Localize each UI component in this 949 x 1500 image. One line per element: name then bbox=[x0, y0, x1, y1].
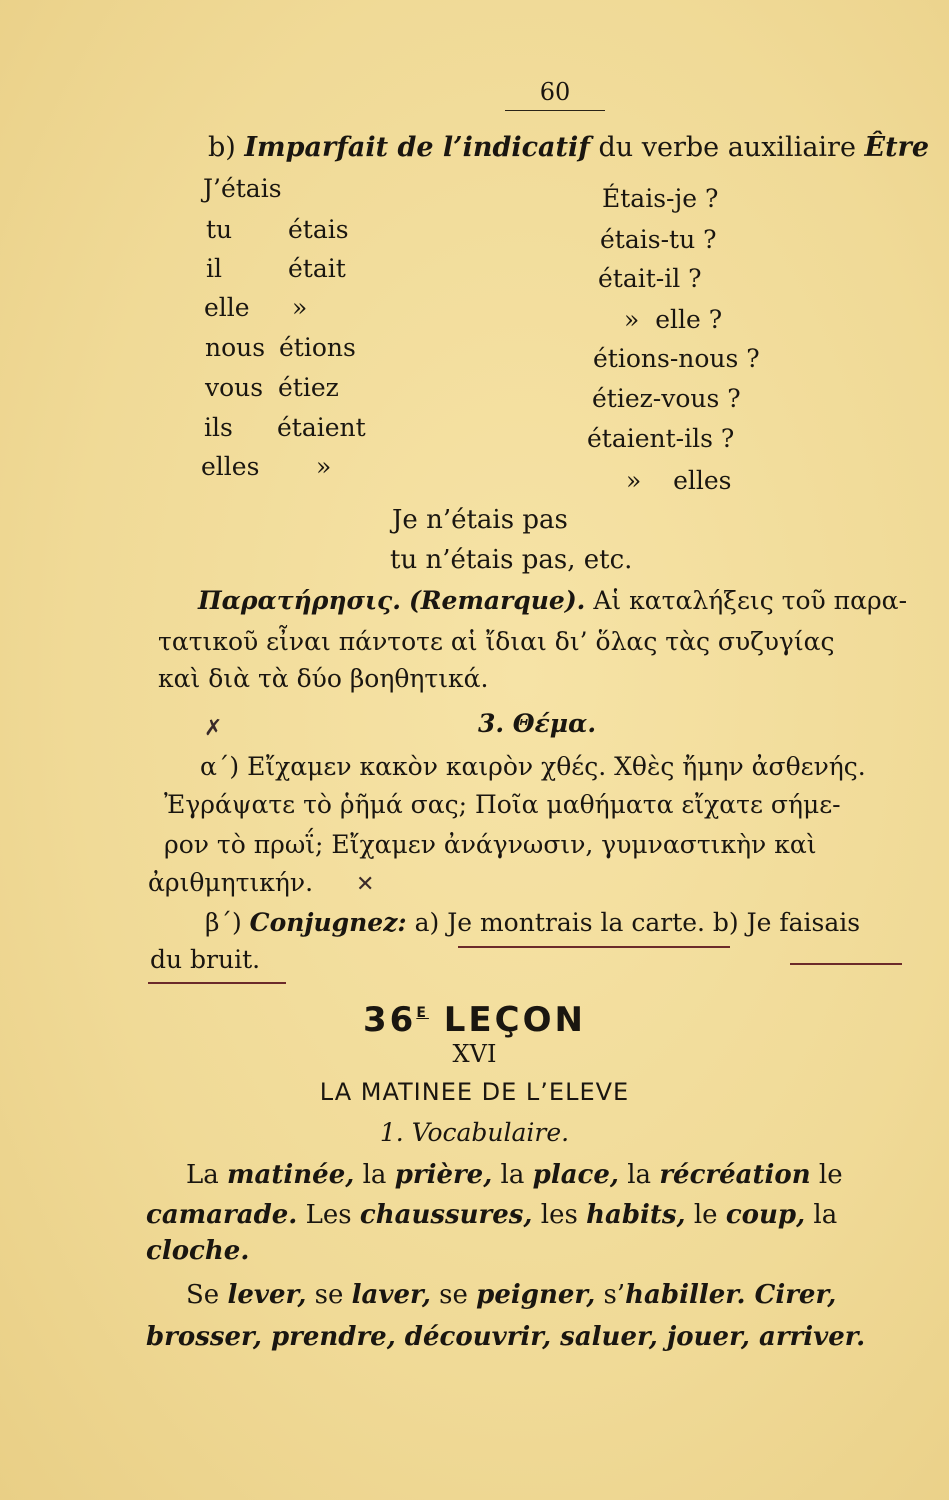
conj-left-2a: il bbox=[206, 254, 222, 283]
imperfait-heading bbox=[208, 132, 929, 163]
vocab-p2-word-0: Se bbox=[186, 1280, 228, 1310]
conj-left-5b: étiez bbox=[278, 373, 339, 402]
conj-right-1: étais-tu ? bbox=[600, 225, 717, 254]
pen-underline-1 bbox=[458, 946, 730, 948]
beta-line-2: du bruit. bbox=[150, 945, 261, 974]
conj-right-2: était-il ? bbox=[598, 264, 702, 293]
negative-line-2: tu n’étais pas, etc. bbox=[390, 545, 633, 575]
conj-left-2b: était bbox=[288, 254, 346, 283]
conj-left-4a: nous bbox=[205, 333, 266, 362]
vocab-p1-word-2: la bbox=[354, 1160, 395, 1190]
remark-label-fr: (Remarque). bbox=[408, 586, 586, 615]
alpha-line-1 bbox=[200, 752, 866, 781]
vocab-p2-word-4: se bbox=[430, 1280, 477, 1310]
vocab-p1b-word-6: coup, bbox=[725, 1200, 806, 1230]
conj-left-7b: » bbox=[316, 452, 332, 481]
vocab-p2-word-3: laver, bbox=[351, 1280, 431, 1310]
vocab-p1-word-1: matinée, bbox=[227, 1160, 355, 1190]
conj-left-5a: vous bbox=[205, 373, 264, 402]
remark-line-3: καὶ διὰ τὰ δύο βοηθητικά. bbox=[158, 664, 489, 693]
vocab-p1c-word-0: cloche. bbox=[146, 1236, 250, 1266]
alpha-text-1: Εἴχαμεν κακὸν καιρὸν χθές. Χθὲς ἤμην ἀσθενής. bbox=[247, 752, 866, 781]
pencil-cross-mark: ✕ bbox=[356, 872, 375, 897]
vocab-p1-word-3: prière, bbox=[394, 1160, 493, 1190]
vocab-p2-word-8: Cirer, bbox=[745, 1280, 837, 1310]
page-number: 60 bbox=[539, 78, 571, 106]
conj-right-7: » elles bbox=[626, 466, 732, 495]
vocab-p1b-word-1: Les bbox=[297, 1200, 360, 1230]
vocab-p2-word-2: se bbox=[306, 1280, 352, 1310]
remark-line-1 bbox=[198, 586, 907, 615]
vocab-p2-word-6: s’ bbox=[595, 1280, 626, 1310]
vocab-line-3 bbox=[146, 1236, 249, 1266]
conj-right-6: étaient-ils ? bbox=[587, 424, 735, 453]
imperfait-rest: du verbe auxiliaire bbox=[598, 132, 856, 163]
vocab-p1b-word-4: habits, bbox=[586, 1200, 686, 1230]
vocab-p2-word-7: habiller. bbox=[625, 1280, 746, 1310]
imperfait-title: Imparfait de l’indicatif bbox=[244, 132, 590, 163]
vocab-p1b-word-2: chaussures, bbox=[359, 1200, 533, 1230]
vocab-p1-word-0: La bbox=[186, 1160, 228, 1190]
vocab-p1b-word-5: le bbox=[685, 1200, 726, 1230]
remark-line-2: τατικοῦ εἶναι πάντοτε αἱ ἴδιαι δι’ ὅλας τὰς συζυγίας bbox=[158, 627, 835, 656]
conj-right-4: étions-nous ? bbox=[593, 344, 760, 373]
alpha-line-2: Ἐγράψατε τὸ ῥῆμά σας; Ποῖα μαθήματα εἴχατε σήμε- bbox=[164, 790, 841, 819]
conj-left-3a: elle bbox=[204, 293, 250, 322]
beta-command: Conjugnez: bbox=[249, 908, 407, 937]
conj-left-7a: elles bbox=[201, 452, 260, 481]
vocab-p1b-word-0: camarade. bbox=[146, 1200, 298, 1230]
vocab-line-4 bbox=[186, 1280, 836, 1310]
vocab-p2-word-1: lever, bbox=[227, 1280, 307, 1310]
vocab-p2-word-5: peigner, bbox=[476, 1280, 596, 1310]
conj-left-0a: J’étais bbox=[203, 174, 282, 203]
vocab-p1-word-8: le bbox=[810, 1160, 843, 1190]
conj-left-6b: étaient bbox=[277, 413, 366, 442]
lesson-suffix: E bbox=[416, 1005, 429, 1021]
conj-left-4b: étions bbox=[279, 333, 356, 362]
conj-left-1a: tu bbox=[206, 215, 233, 244]
lesson-title: LA MATINEE DE L’ELEVE bbox=[319, 1078, 630, 1106]
alpha-line-4: ἀριθμητικήν. bbox=[148, 868, 314, 897]
pen-underline-2 bbox=[790, 963, 902, 965]
conj-right-0: Étais-je ? bbox=[602, 184, 719, 213]
lesson-heading bbox=[0, 1000, 949, 1040]
vocab-p1-word-6: la bbox=[618, 1160, 660, 1190]
imperfait-label: b) bbox=[208, 132, 236, 163]
pen-underline-3 bbox=[148, 982, 286, 984]
lesson-roman: XVI bbox=[452, 1040, 497, 1068]
vocab-p1-word-4: la bbox=[492, 1160, 533, 1190]
lesson-subtitle: 1. Vocabulaire. bbox=[379, 1118, 570, 1147]
vocab-p1b-word-3: les bbox=[532, 1200, 587, 1230]
beta-line-1 bbox=[205, 908, 860, 937]
lesson-word: LEÇON bbox=[443, 1000, 586, 1040]
imperfait-verb: Être bbox=[864, 132, 930, 163]
vocab-p1-word-7: récréation bbox=[659, 1160, 811, 1190]
conj-right-5: étiez-vous ? bbox=[592, 384, 741, 413]
pencil-tick-mark: ✗ bbox=[204, 716, 223, 741]
remark-text-1: Αἱ καταλήξεις τοῦ παρα- bbox=[593, 586, 908, 615]
vocab-p2b-word-0: brosser, prendre, découvrir, saluer, jouer, arriver. bbox=[146, 1322, 866, 1352]
conj-left-1b: étais bbox=[288, 215, 349, 244]
vocab-p1-word-5: place, bbox=[532, 1160, 619, 1190]
remark-label: Παρατήρησις. bbox=[198, 586, 401, 615]
conj-left-3b: » bbox=[292, 293, 308, 322]
conj-right-3: » elle ? bbox=[624, 305, 723, 334]
negative-line-1: Je n’étais pas bbox=[392, 505, 568, 535]
beta-text-1: a) Je montrais la carte. b) Je faisais bbox=[414, 908, 861, 937]
vocab-p1b-word-7: la bbox=[805, 1200, 838, 1230]
beta-label: β΄) bbox=[205, 908, 242, 937]
alpha-line-3: ρον τὸ πρωΐ; Εἴχαμεν ἀνάγνωσιν, γυμναστικὴν καὶ bbox=[164, 830, 817, 859]
page-number-rule bbox=[505, 110, 605, 111]
exercise-heading: 3. Θέμα. bbox=[478, 709, 597, 738]
conj-left-6a: ils bbox=[204, 413, 233, 442]
vocab-line-1 bbox=[186, 1160, 843, 1190]
lesson-number: 36 bbox=[363, 1000, 417, 1040]
alpha-label: α΄) bbox=[200, 752, 240, 781]
vocab-line-2 bbox=[146, 1200, 837, 1230]
vocab-line-5 bbox=[146, 1322, 865, 1352]
